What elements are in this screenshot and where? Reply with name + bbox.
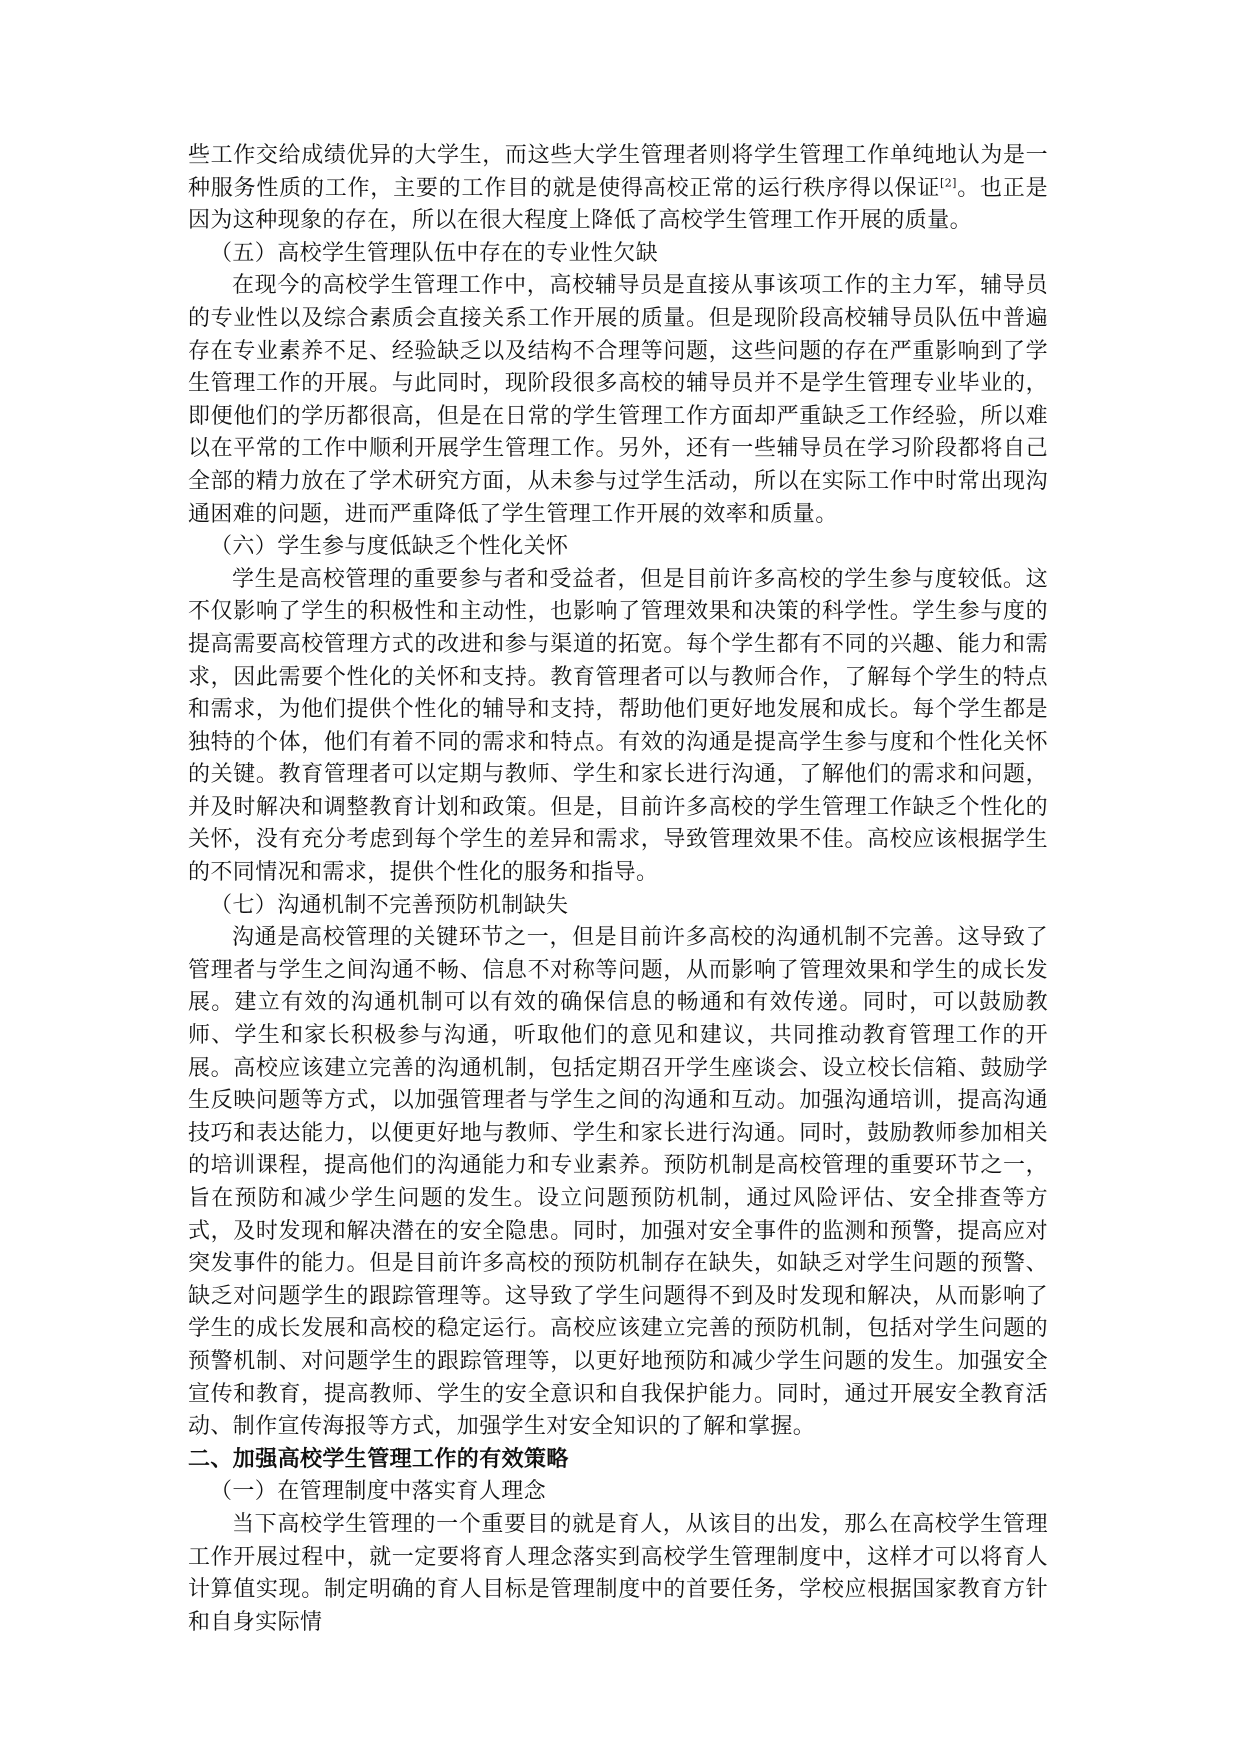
paragraph-continued — [188, 140, 1048, 238]
citation-marker: [2] — [940, 176, 957, 190]
paragraph-continued-tail: 。也正是因为这种现象的存在，所以在很大程度上降低了高校学生管理工作开展的质量。 — [188, 175, 1048, 234]
section-5-paragraph: 在现今的高校学生管理工作中，高校辅导员是直接从事该项工作的主力军，辅导员的专业性以及综合素质会直接关系工作开展的质量。但是现阶段高校辅导员队伍中普遍存在专业素养不足、经验缺乏以及结构不合理等问题，这些问题的存在严重影响到了学生管理工作的开展。与此同时，现阶段很多高校的辅导员并不是学生管理专业毕业的，即便他们的学历都很高，但是在日常的学生管理工作方面却严重缺乏工作经验，所以难以在平常的工作中顺利开展学生管理工作。另外，还有一些辅导员在学习阶段都将自己全部的精力放在了学术研究方面，从未参与过学生活动，所以在实际工作中时常出现沟通困难的问题，进而严重降低了学生管理工作开展的效率和质量。 — [188, 273, 1048, 527]
paragraph-continued-text: 些工作交给成绩优异的大学生，而这些大学生管理者则将学生管理工作单纯地认为是一种服务性质的工作，主要的工作目的就是使得高校正常的运行秩序得以保证 — [188, 143, 1048, 201]
section-5-title: （五）高校学生管理队伍中存在的专业性欠缺 — [210, 240, 659, 266]
section-7-title: （七）沟通机制不完善预防机制缺失 — [210, 892, 569, 918]
document-page — [188, 140, 1048, 1639]
section-6-paragraph: 学生是高校管理的重要参与者和受益者，但是目前许多高校的学生参与度较低。这不仅影响了学生的积极性和主动性，也影响了管理效果和决策的科学性。学生参与度的提高需要高校管理方式的改进和参与渠道的拓宽。每个学生都有不同的兴趣、能力和需求，因此需要个性化的关怀和支持。教育管理者可以与教师合作，了解每个学生的特点和需求，为他们提供个性化的辅导和支持，帮助他们更好地发展和成长。每个学生都是独特的个体，他们有着不同的需求和特点。有效的沟通是提高学生参与度和个性化关怀的关键。教育管理者可以定期与教师、学生和家长进行沟通，了解他们的需求和问题，并及时解决和调整教育计划和政策。但是，目前许多高校的学生管理工作缺乏个性化的关怀，没有充分考虑到每个学生的差异和需求，导致管理效果不佳。高校应该根据学生的不同情况和需求，提供个性化的服务和指导。 — [188, 566, 1048, 886]
section-7-paragraph: 沟通是高校管理的关键环节之一，但是目前许多高校的沟通机制不完善。这导致了管理者与学生之间沟通不畅、信息不对称等问题，从而影响了管理效果和学生的成长发展。建立有效的沟通机制可以有效的确保信息的畅通和有效传递。同时，可以鼓励教师、学生和家长积极参与沟通，听取他们的意见和建议，共同推动教育管理工作的开展。高校应该建立完善的沟通机制，包括定期召开学生座谈会、设立校长信箱、鼓励学生反映问题等方式，以加强管理者与学生之间的沟通和互动。加强沟通培训，提高沟通技巧和表达能力，以便更好地与教师、学生和家长进行沟通。同时，鼓励教师参加相关的培训课程，提高他们的沟通能力和专业素养。预防机制是高校管理的重要环节之一，旨在预防和减少学生问题的发生。设立问题预防机制，通过风险评估、安全排查等方式，及时发现和解决潜在的安全隐患。同时，加强对安全事件的监测和预警，提高应对突发事件的能力。但是目前许多高校的预防机制存在缺失，如缺乏对学生问题的预警、缺乏对问题学生的跟踪管理等。这导致了学生问题得不到及时发现和解决，从而影响了学生的成长发展和高校的稳定运行。高校应该建立完善的预防机制，包括对学生问题的预警机制、对问题学生的跟踪管理等，以更好地预防和减少学生问题的发生。加强安全宣传和教育，提高教师、学生的安全意识和自我保护能力。同时，通过开展安全教育活动、制作宣传海报等方式，加强学生对安全知识的了解和掌握。 — [188, 925, 1048, 1440]
part-2-section-1-paragraph: 当下高校学生管理的一个重要目的就是育人，从该目的出发，那么在高校学生管理工作开展过程中，就一定要将育人理念落实到高校学生管理制度中，这样才可以将育人计算值实现。制定明确的育人目标是管理制度中的首要任务，学校应根据国家教育方针和自身实际情 — [188, 1511, 1048, 1635]
part-2-section-1-title: （一）在管理制度中落实育人理念 — [210, 1479, 547, 1505]
part-2-heading: 二、加强高校学生管理工作的有效策略 — [188, 1446, 569, 1472]
section-6-title: （六）学生参与度低缺乏个性化关怀 — [210, 534, 569, 560]
